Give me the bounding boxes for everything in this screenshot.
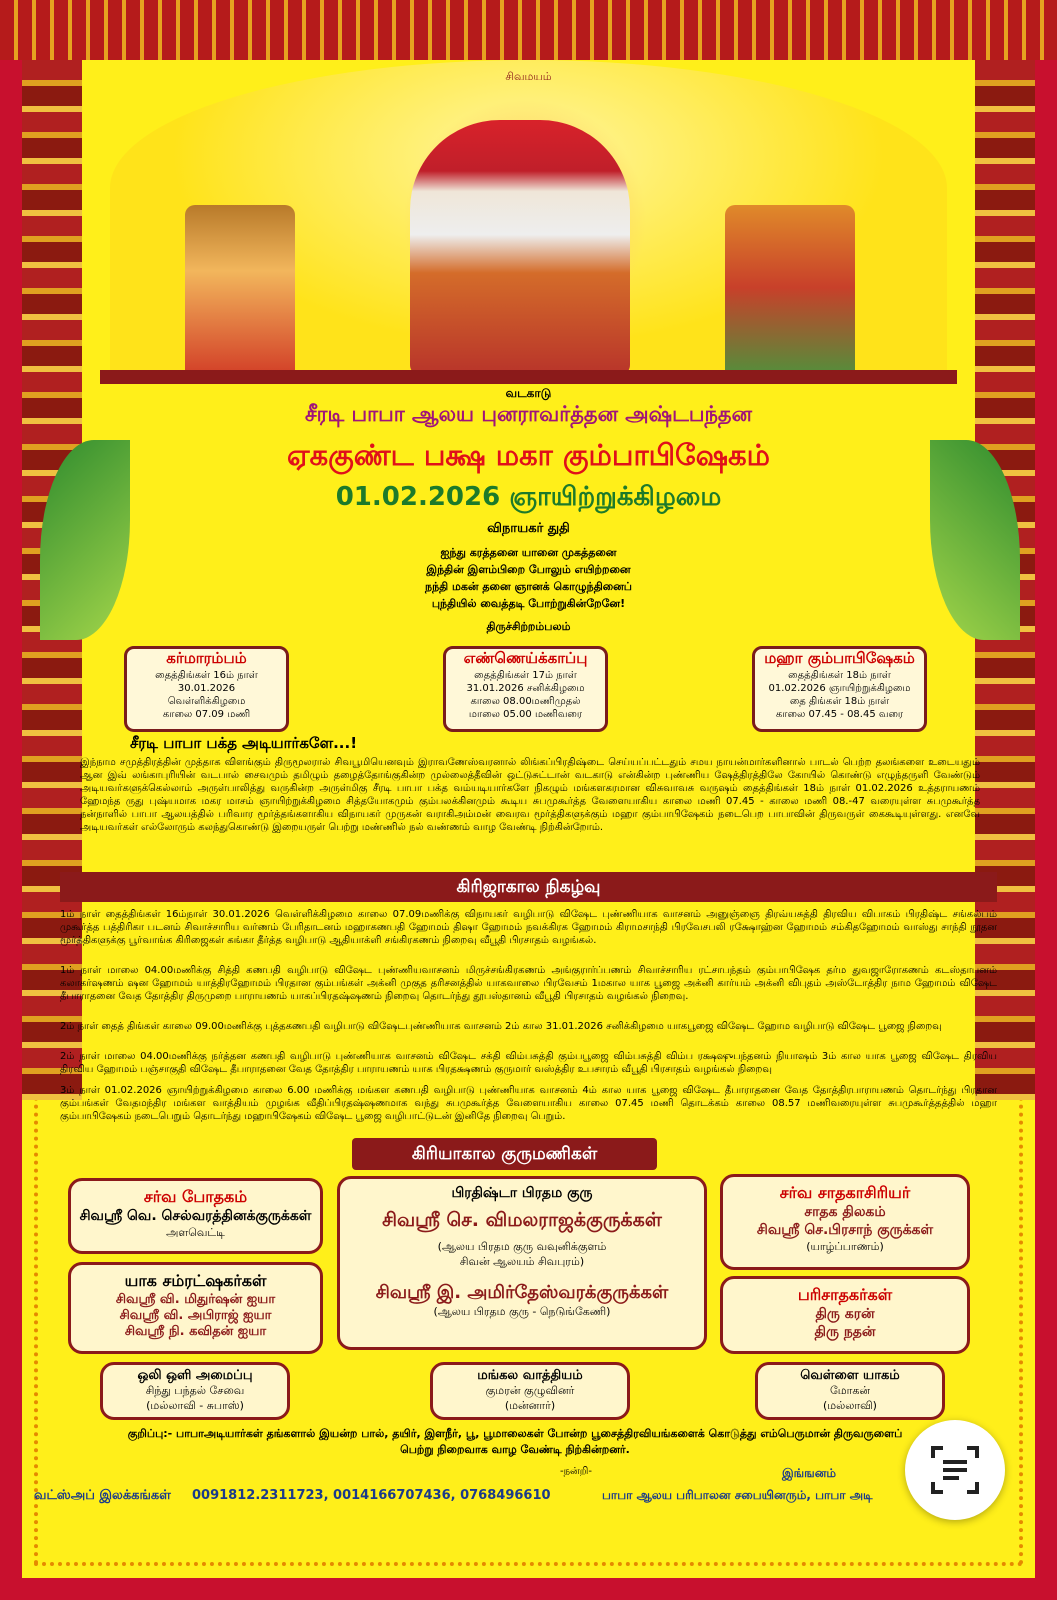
title-line1: சீரடி பாபா ஆலய புனராவர்த்தன அஷ்டபந்தன [305, 402, 752, 426]
canopy-border [0, 0, 1057, 60]
priest-box-parisadhaka: பரிசாதகர்கள் திரு கரன் திரு நதன் [720, 1276, 970, 1354]
priest-box-silver: வெள்ளை யாகம் மோகன் (மல்லாவி) [755, 1362, 945, 1420]
ritual-day1-evening: 1ம் நாள் மாலை 04.00மணிக்கு சித்தி கணபதி வழிபாடு விஷேட புண்ணியவாசனம் மிருச்சங்கிரகணம் அங்குரார்ப்பணம் சிவாச்சாரிய ரட்சாபந்தம் கும்பாபிஷேக தர்ம துவஜாரோகணம் கடஸ்தாபனம் கலாகர்ஷணம் ஷன ஹோமம் யாத்திரஹோமம் பிரதான கும்பங்கள் அக்னி முகுத தரிசனத்தில் யாகவாலை பிரவேசம் 1மகால யாக பூஜை அக்னி கார்யம் அக்னி விபுதம் அஸ்டோத்திர நாம ஹோமம் விஷேட தீபாராதனை வேத தோத்திர திருமுறை பாராயணம் யாகப்பிரதஷ்ஷணம் நிறைவு தொடர்ந்து தூபஸ்தானம் வீபூதி பிரசாதம் வழங்கல் நிறைவு. [60, 965, 997, 1002]
scan-text-icon [905, 1420, 1005, 1520]
murugan-image [725, 205, 855, 370]
text-scan-button[interactable] [905, 1420, 1005, 1520]
location: வடகாடு [505, 386, 552, 400]
event-date: 01.02.2026 ஞாயிற்றுக்கிழமை [335, 482, 722, 512]
thanks-text: -நன்றி- [560, 1466, 592, 1477]
ritual-day1-morning: 1ம் நாள் தைத்திங்கள் 16ம்நாள் 30.01.2026 வெள்ளிக்கிழமை காலை 07.09மணிக்கு விநாயகர் வழிபாடு விஷேட புண்ணியாக வாசனம் அனுஞ்ஞை திரவ்யசுத்தி திரவிய விபாகம் பிரதிஷ்ட சங்கல்பம் முகூர்த்த பத்திரிகா படனம் சிவாச்சாரிய வர்ணம் பேரிதாடனம் மஹாகணபதி ஹோமம் திஷா ஹோமம் நவக்கிரக ஹோமம் கிராமசாந்தி பிரவேசபலி ரக்ஷோஹ்ன ஹோமம் சம்கிதஹோமம் வாஸ்து சாந்தி நூதன மூர்த்திகளுக்கு பூர்வாங்க கிரிஜைகள் கங்கா தீர்த்த வழிபாடு ஆதியாக்ளி சங்கிரகணம் நிறைவு வீபூதி பிரசாதம் வழங்கல். [60, 909, 997, 946]
event-box-ennaikkappu: எண்ணெய்க்காப்பு தைத்திங்கள் 17ம் நாள் 31.01.2026 சனிக்கிழமை காலை 08.00மணிமுதல் மாலை 05.00 மணிவரை [443, 646, 608, 732]
top-mark: சிவமயம் [505, 70, 552, 83]
priest-box-sarva-sadhaka: சர்வ சாதகாசிரியர் சாதக திலகம் சிவஸ்ரீ செ.பிரசாந் குருக்கள் (யாழ்ப்பாணம்) [720, 1174, 970, 1270]
priest-box-yaga: யாக சம்ரட்ஷகர்கள் சிவஸ்ரீ வி. மிதுர்ஷன் ஐயா சிவஸ்ரீ வி. அபிராஜ் ஐயா சிவஸ்ரீ நி. கவிதன் ஐயா [68, 1262, 323, 1354]
prayer-verse: ஐந்து கரத்தனை யானை முகத்தனை இந்தின் இளம்பிறை போலும் எயிற்றனை நந்தி மகன் தனை ஞானக் கொழுந்தினைப் புந்தியில் வைத்தடி போற்றுகின்றேனே! [425, 546, 632, 610]
sign-label: இங்ஙனம் [782, 1466, 836, 1480]
priest-box-music: மங்கல வாத்தியம் குமரன் குழுவினர் (மன்னார்) [430, 1362, 630, 1420]
sai-baba-image [410, 120, 630, 375]
whatsapp-label: வட்ஸ்அப் இலக்கங்கள் [34, 1488, 171, 1503]
priest-box-sound: ஒலி ஒளி அமைப்பு சிந்து பந்தல் சேவை (மல்லாவி - சுபாஸ்) [100, 1362, 290, 1420]
ganesha-image [185, 205, 295, 370]
intro-paragraph: இந்நாம சமுத்திரத்தின் முத்தாக விளங்கும் திருமூலரால் சிவபூமியெனவும் இராவணேஸ்வரனால் லிங்கப்பிரதிஷ்டை செய்யப்பட்டதும் சமய நாயன்மார்களினால் பாடல் பெற்ற தலங்களை உடையதும் ஆன இவ் லங்காபுரியின் வடபால் சைவமும் தமிழும் தழைத்தோங்குகின்ற முல்லைத்தீவின் ஒட்டுசுட்டான் வடகாடு என்கின்ற புண்ணிய ஷேத்திரத்திலே கோயில் கொண்டு எழுந்தருளி வேண்டும் அடியவர்களுக்கெல்லாம் அருள்பாலித்து வருகின்ற அருள்மிகு சீரடி பாபா பக்த வம்யடியார்களே நிகழும் மங்களகரமான விசுவாவசு வருஷம் தைத்திங்கள் 18ம் நாள் 01.02.2026 உத்தராயணம் ஹேமந்த ருது புஷ்யமாக மகர மாசம் ஞாயிற்றுக்கிழமை சித்தயோகமும் கும்பலக்கினமும் கூடிய சுபமுகூர்த்த வேளையாகிய காலை மணி 07.45 - காலை மணி 08.-47 வரையுள்ள சுபமுகூர்த்த நன்நாளில் பாபா ஆலயத்தில் பரிவார மூர்த்தங்களாகிய விநாயகர் முருகன் வராகிஅம்மன் வைரவ மூர்த்திகளுக்கும் மஹா கும்பாபிஷேகம் நடைபெற பாபாவின் திருவருள் கைகூடியுள்ளது. எனவே அடியவர்கள் எல்லோரும் கலந்துகொண்டு இறையருள் பெற்று மண்ணில் நல் வண்ணம் வாழ வேண்டி நிற்கின்றோம். [80, 757, 981, 833]
priest-box-sarva-bothagam: சர்வ போதகம் சிவஸ்ரீ வெ. செல்வரத்தினக்குருக்கள் அளவெட்டி [68, 1178, 323, 1254]
whatsapp-numbers: 0091812.2311723, 0014166707436, 0768496610 [192, 1488, 551, 1503]
ritual-day2-evening: 2ம் நாள் மாலை 04.00மணிக்கு நர்த்தன கணபதி வழிபாடு புண்ணியாக வாசனம் விஷேட சக்தி விம்பசுத்தி கும்பபூஜை விம்பசுத்தி விம்ப ரக்ஷஷுபந்தனம் நியாஷம் 3ம் கால யாக பூஜை விஷேட திரவிய திரவிய ஹோமம் பஞ்சாகுதி விஷேட தீபாராதனை வேத தோத்திர பாராயணம் யாக பிரதக்ஷணம் குருமார் வஸ்த்திர உபசாரம் வீபூதி பிரசாதம் வழங்கல் நிறைவு [60, 1051, 997, 1075]
event-box-kumbabishekam: மஹா கும்பாபிஷேகம் தைத்திங்கள் 18ம் நாள் 01.02.2026 ஞாயிற்றுக்கிழமை தை திங்கள் 18ம் நாள் காலை 07.45 - 08.45 வரை [752, 646, 927, 732]
committee-signature: பாபா ஆலய பரிபாலன சபையினரும், பாபா அடி [602, 1488, 873, 1502]
event-box-karmarambam: கர்மாரம்பம் தைத்திங்கள் 16ம் நாள் 30.01.2026 வெள்ளிக்கிழமை காலை 07.09 மணி [124, 646, 289, 732]
devotees-heading: சீரடி பாபா பக்த அடியார்களே...! [130, 734, 358, 752]
divider-band [100, 370, 957, 384]
ritual-day2-morning: 2ம் நாள் தைத் திங்கள் காலை 09.00மணிக்கு புத்தகணபதி வழிபாடு விஷேடபுண்ணியாக வாசனம் 2ம் கால 31.01.2026 சனிக்கிழமை யாகபூஜை விஷேட ஹோம வழிபாடு விஷேட பூஜை நிறைவு [60, 1021, 942, 1032]
rituals-heading: கிரிஜாகால நிகழ்வு [60, 872, 997, 902]
title-line2: ஏககுண்ட பக்ஷ மகா கும்பாபிஷேகம் [287, 438, 770, 472]
priests-heading: கிரியாகால குருமணிகள் [352, 1138, 657, 1170]
priest-box-main: பிரதிஷ்டா பிரதம குரு சிவஸ்ரீ செ. விமலராஜக்குருக்கள் (ஆலய பிரதம குரு வவுனிக்குளம் சிவன் ஆலயம் சிவபுரம்) சிவஸ்ரீ இ. அமிர்தேஸ்வரக்குருக்கள் (ஆலய பிரதம குரு - நெடுங்கேணி) [337, 1176, 707, 1350]
prayer-heading: விநாயகர் துதி [487, 521, 570, 536]
ritual-day3: 3ம் நாள் 01.02.2026 ஞாயிற்றுக்கிழமை காலை 6.00 மணிக்கு மங்கள கணபதி வழிபாடு புண்ணியாக வாசனம் 4ம் கால யாக பூஜை விஷேட தீபாராதனை வேத தோத்திரபாராயணம் தொடர்ந்து பிரதான கும்பங்கள் வேதமந்திர மங்கள வாத்தியம் முழங்க வீதிப்பிரதஷ்ஷணமாக வந்து சுபமுகூர்த்த வேளையாகிய காலை 07.45 மணி தொடக்கம் காலை 08.57 மணிவரையுள்ள சுபமுகூர்த்தத்தில் மஹா கும்பாபிஷேகம் நடைபெறும் தொடர்ந்து மஹாபிஷேகம் விஷேட பூஜை வழிபாட்டுடன் இனிதே நிறைவு பெறும். [60, 1085, 997, 1122]
note-text: குறிப்பு:- பாபாஅடியார்கள் தங்களால் இயன்ற பால், தயிர், இளநீர், பூ, பூமாலைகள் போன்ற பூசைத்திரவியங்களைக் கொடுத்து எம்பெருமான் திருவருளைப் பெற்று நிறைவாக வாழ வேண்டி நிற்கின்றனர். [127, 1427, 903, 1456]
prayer-closing: திருச்சிற்றம்பலம் [486, 620, 571, 633]
